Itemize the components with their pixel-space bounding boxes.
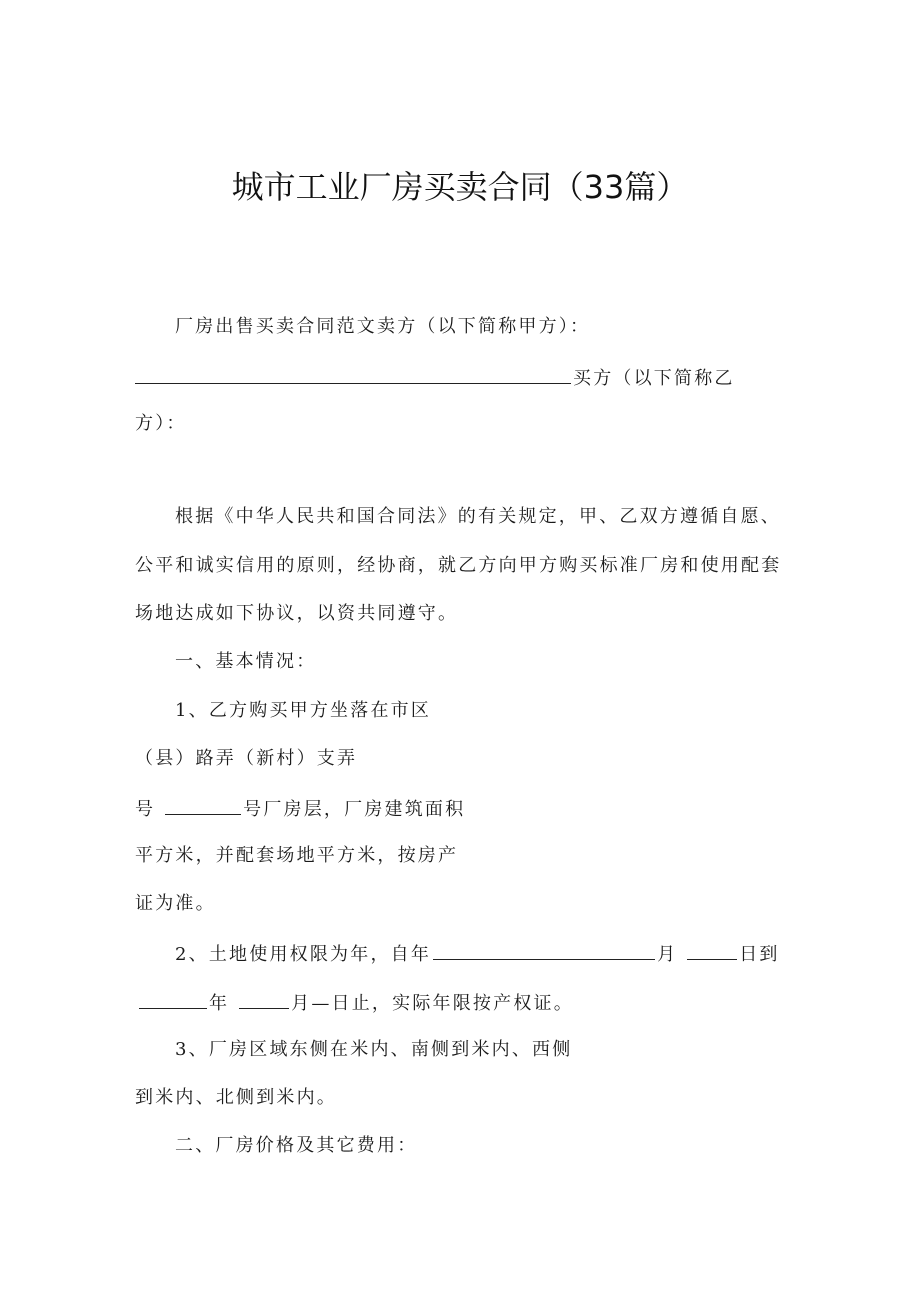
text: 买方（以下简称乙 [573,368,735,389]
paragraph-line [135,1087,337,1109]
text: 3、厂房区域东侧在米内、南侧到米内、西侧 [175,1039,573,1060]
text: 证为准。 [135,893,216,914]
text: 方）： [135,413,187,434]
document-title: 城市工业厂房买卖合同（33篇） [231,168,689,206]
paragraph-line [135,845,458,867]
paragraph-line [135,893,216,915]
text: 月 [657,944,678,965]
text: 年 [209,993,230,1014]
paragraph-line [135,748,357,770]
text: （县）路弄（新村）支弄 [135,748,358,769]
text: 公平和诚实信用的原则，经协商，就乙方向甲方购买标准厂房和使用配套 [135,555,782,576]
text: 日到 [739,944,780,965]
paragraph-line [175,1135,417,1157]
paragraph-line [135,365,735,390]
text: 二、厂房价格及其它费用： [175,1135,418,1156]
text: 2、土地使用权限为年，自年 [175,944,432,965]
text: 厂房出售买卖合同范文卖方（以下简称甲方）： [175,316,591,337]
paragraph-line [135,990,574,1015]
text: 一、基本情况： [175,651,317,672]
paragraph-line [135,413,187,435]
text: 平方米，并配套场地平方米，按房产 [135,845,459,866]
text: 场地达成如下协议，以资共同遵守。 [135,603,459,624]
paragraph-line [135,796,465,821]
paragraph-line [175,1039,572,1061]
text: 月—日止，实际年限按产权证。 [291,993,574,1014]
paragraph-line [175,941,780,966]
blank-field [165,796,241,815]
text: 号 [135,799,156,820]
paragraph-line [135,603,458,625]
paragraph-line [175,316,590,338]
blank-field [433,941,655,960]
blank-field [135,365,571,384]
blank-field [687,941,737,960]
text: 1、乙方购买甲方坐落在市区 [175,700,432,721]
paragraph-line [175,506,781,528]
blank-field [139,990,207,1009]
paragraph-line [175,700,431,722]
text: 到米内、北侧到米内。 [135,1087,337,1108]
blank-field [239,990,289,1009]
text: 号厂房层，厂房建筑面积 [243,799,466,820]
text: 根据《中华人民共和国合同法》的有关规定，甲、乙双方遵循自愿、 [175,506,781,527]
paragraph-line [135,555,781,577]
paragraph-line [175,651,316,673]
